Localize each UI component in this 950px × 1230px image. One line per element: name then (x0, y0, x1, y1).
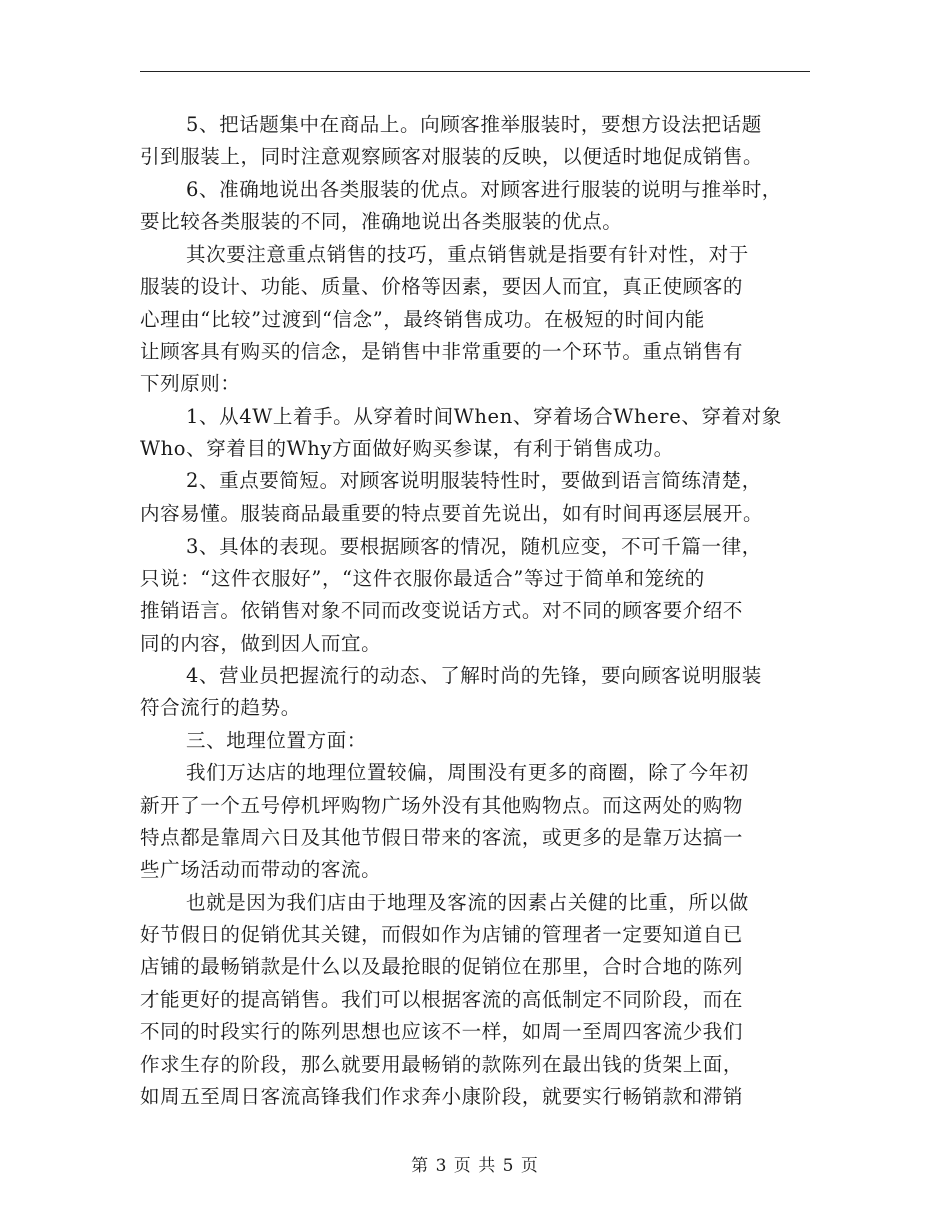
text-line: 符合流行的趋势。 (140, 696, 301, 719)
text-line: 2、重点要简短。对顾客说明服装特性时，要做到语言简练清楚， (186, 469, 762, 492)
text-line: 店铺的最畅销款是什么以及最抢眼的促销位在那里，合时合地的陈列 (140, 955, 744, 978)
text-line: 作求生存的阶段，那么就要用最畅销的款陈列在最出钱的货架上面， (140, 1053, 744, 1076)
text-line: 也就是因为我们店由于地理及客流的因素占关健的比重，所以做 (186, 891, 749, 914)
text-line: 特点都是靠周六日及其他节假日带来的客流，或更多的是靠万达搞一 (140, 826, 744, 849)
text-line: 要比较各类服装的不同，准确地说出各类服装的优点。 (140, 210, 623, 233)
page-footer: 第 3 页 共 5 页 (411, 1156, 539, 1176)
text-line: Who、穿着目的Why方面做好购买参谋，有利于销售成功。 (140, 437, 674, 460)
text-line: 1、从4W上着手。从穿着时间When、穿着场合Where、穿着对象 (186, 405, 782, 428)
text-line: 6、准确地说出各类服装的优点。对顾客进行服装的说明与推举时， (186, 178, 782, 201)
text-line: 其次要注意重点销售的技巧，重点销售就是指要有针对性，对于 (186, 243, 749, 266)
text-line: 5、把话题集中在商品上。向顾客推举服装时，要想方设法把话题 (186, 113, 762, 136)
text-line: 只说：“这件衣服好”，“这件衣服你最适合”等过于简单和笼统的 (140, 567, 705, 590)
text-line: 推销语言。依销售对象不同而改变说话方式。对不同的顾客要介绍不 (140, 599, 744, 622)
text-line: 下列原则： (140, 372, 241, 395)
text-line: 3、具体的表现。要根据顾客的情况，随机应变，不可千篇一律， (186, 535, 762, 558)
text-line: 心理由“比较”过渡到“信念”，最终销售成功。在极短的时间内能 (140, 308, 705, 331)
text-line: 好节假日的促销优其关键，而假如作为店铺的管理者一定要知道自已 (140, 923, 744, 946)
text-line: 同的内容，做到因人而宜。 (140, 632, 382, 655)
text-line: 些广场活动而带动的客流。 (140, 858, 382, 881)
text-line: 三、地理位置方面： (186, 729, 367, 752)
text-line: 如周五至周日客流高锋我们作求奔小康阶段，就要实行畅销款和滞销 (140, 1085, 744, 1108)
text-line: 才能更好的提高销售。我们可以根据客流的高低制定不同阶段，而在 (140, 988, 744, 1011)
text-line: 引到服装上，同时注意观察顾客对服装的反映，以便适时地促成销售。 (140, 145, 764, 168)
text-line: 内容易懂。服装商品最重要的特点要首先说出，如有时间再逐层展开。 (140, 502, 764, 525)
text-line: 让顾客具有购买的信念，是销售中非常重要的一个环节。重点销售有 (140, 340, 744, 363)
text-line: 4、营业员把握流行的动态、了解时尚的先锋，要向顾客说明服装 (186, 664, 762, 687)
text-line: 我们万达店的地理位置较偏，周围没有更多的商圈，除了今年初 (186, 761, 749, 784)
text-line: 新开了一个五号停机坪购物广场外没有其他购物点。而这两处的购物 (140, 794, 744, 817)
text-line: 服装的设计、功能、质量、价格等因素，要因人而宜，真正使顾客的 (140, 275, 744, 298)
text-line: 不同的时段实行的陈列思想也应该不一样，如周一至周四客流少我们 (140, 1020, 744, 1043)
